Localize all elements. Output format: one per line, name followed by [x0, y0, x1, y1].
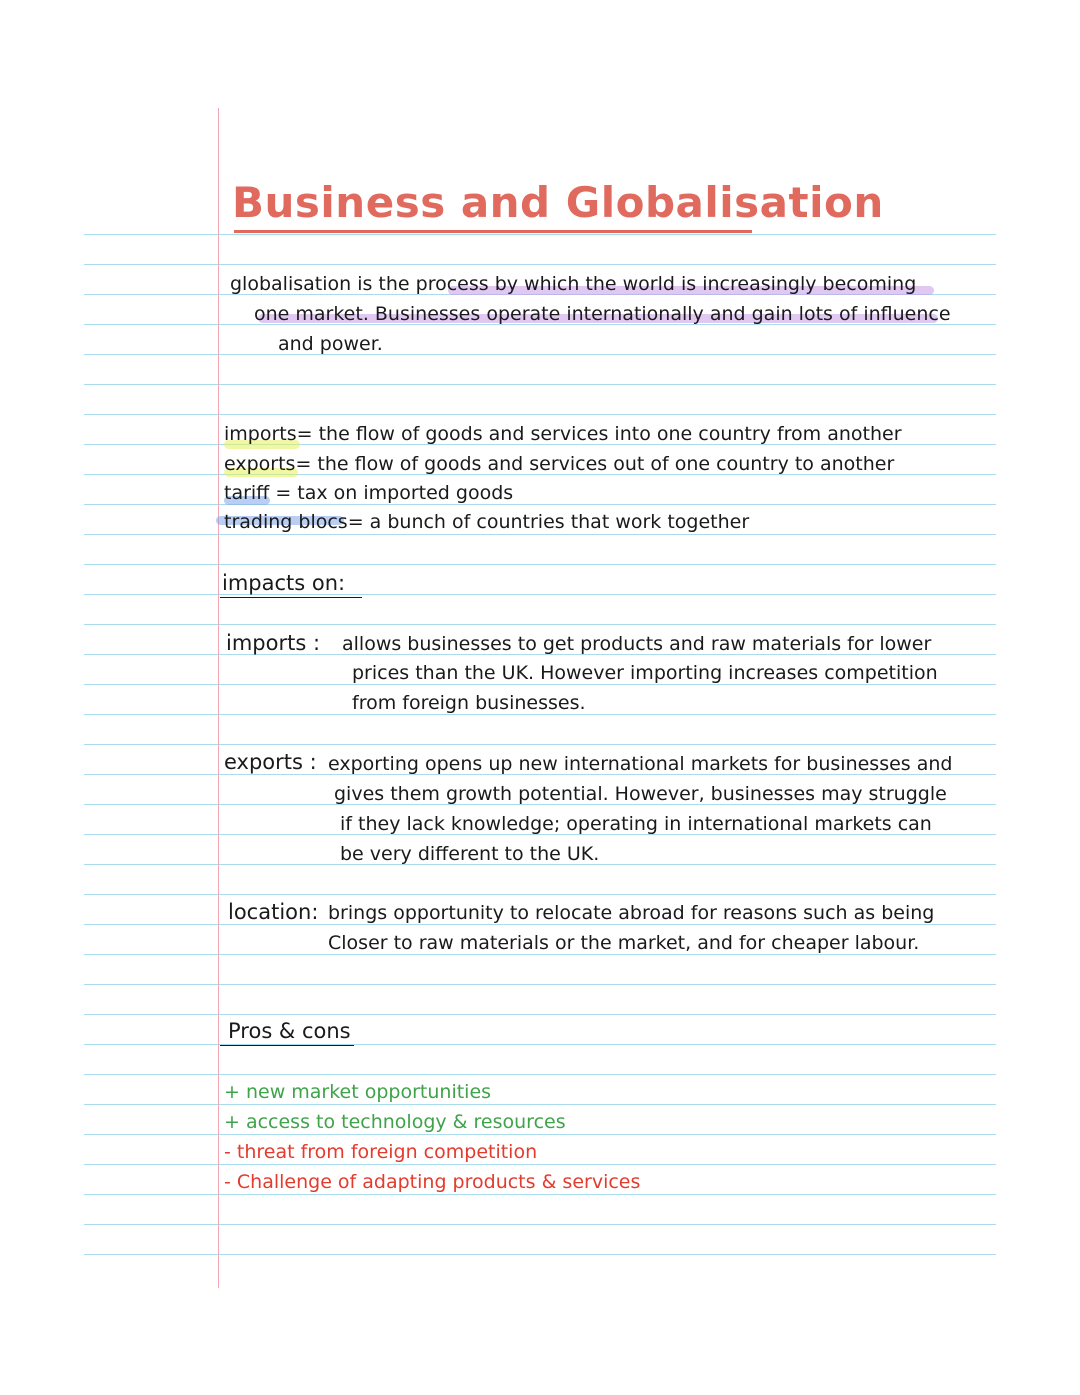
pro-item: + new market opportunities — [224, 1081, 492, 1103]
margin-line — [218, 108, 219, 1288]
term-label: exports — [224, 453, 296, 475]
impact-location-line-2: Closer to raw materials or the market, and for cheaper labour. — [328, 932, 920, 954]
term-definition: = the flow of goods and services out of one country to another — [295, 453, 895, 475]
ruled-line — [84, 594, 996, 595]
impact-exports-line-2: gives them growth potential. However, businesses may struggle — [334, 783, 947, 805]
term-definition: = a bunch of countries that work together — [347, 511, 750, 533]
impact-exports-line-1: exporting opens up new international markets for businesses and — [328, 753, 953, 775]
term-label: tariff — [224, 482, 270, 504]
page-title: Business and Globalisation — [232, 178, 884, 227]
ruled-line — [84, 1014, 996, 1015]
ruled-line — [84, 1224, 996, 1225]
ruled-line — [84, 354, 996, 355]
ruled-line — [84, 894, 996, 895]
ruled-line — [84, 384, 996, 385]
ruled-line — [84, 234, 996, 235]
ruled-line — [84, 984, 996, 985]
ruled-line — [84, 954, 996, 955]
impact-location-label: location: — [228, 900, 319, 924]
term-label: trading blocs — [224, 511, 348, 533]
term-imports — [224, 425, 902, 444]
title-underline — [234, 230, 752, 233]
ruled-line — [84, 564, 996, 565]
impact-imports-line-1: allows businesses to get products and raw materials for lower — [342, 633, 932, 655]
pros-cons-heading: Pros & cons — [228, 1019, 351, 1043]
term-label: imports — [224, 423, 297, 445]
ruled-line — [84, 1134, 996, 1135]
term-definition: = tax on imported goods — [269, 482, 514, 504]
ruled-line — [84, 744, 996, 745]
impact-imports-line-3: from foreign businesses. — [352, 692, 586, 714]
con-item: - threat from foreign competition — [224, 1141, 538, 1163]
ruled-line — [84, 414, 996, 415]
impact-imports-line-2: prices than the UK. However importing increases competition — [352, 662, 938, 684]
ruled-line — [84, 924, 996, 925]
ruled-line — [84, 534, 996, 535]
impact-exports-line-4: be very different to the UK. — [340, 843, 600, 865]
ruled-line — [84, 264, 996, 265]
impact-imports-label: imports : — [226, 631, 321, 655]
ruled-line — [84, 684, 996, 685]
definition-line-3: and power. — [278, 333, 383, 355]
ruled-line — [84, 1074, 996, 1075]
impacts-heading-underline — [220, 597, 362, 598]
ruled-line — [84, 504, 996, 505]
term-definition: = the flow of goods and services into one country from another — [296, 423, 902, 445]
term-trading-blocs — [224, 513, 749, 532]
impact-exports-line-3: if they lack knowledge; operating in international markets can — [340, 813, 932, 835]
term-exports — [224, 455, 894, 474]
con-item: - Challenge of adapting products & services — [224, 1171, 641, 1193]
impact-exports-label: exports : — [224, 750, 317, 774]
term-tariff — [224, 484, 513, 503]
definition-line-2: one market. Businesses operate internationally and gain lots of influence — [254, 303, 951, 325]
ruled-line — [84, 1164, 996, 1165]
pros-cons-heading-underline — [220, 1045, 354, 1046]
ruled-line — [84, 1254, 996, 1255]
definition-line-1: globalisation is the process by which the world is increasingly becoming — [230, 273, 917, 295]
impact-location-line-1: brings opportunity to relocate abroad for reasons such as being — [328, 902, 935, 924]
pro-item: + access to technology & resources — [224, 1111, 566, 1133]
ruled-line — [84, 624, 996, 625]
impacts-heading: impacts on: — [222, 571, 346, 595]
ruled-line — [84, 1104, 996, 1105]
ruled-line — [84, 1194, 996, 1195]
ruled-line — [84, 714, 996, 715]
